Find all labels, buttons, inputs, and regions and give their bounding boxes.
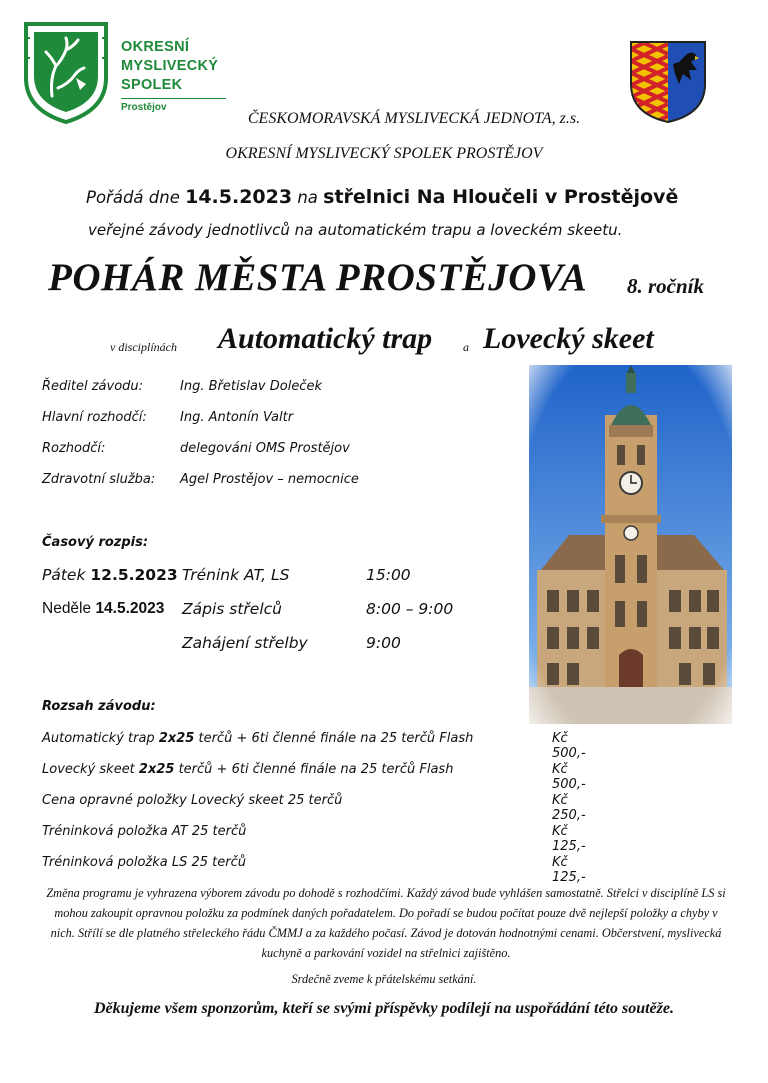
staff-role: Hlavní rozhodčí: [42,410,147,425]
schedule-event: Trénink AT, LS [182,566,290,584]
staff-role: Rozhodčí: [42,441,106,456]
staff-role: Ředitel závodu: [42,379,144,394]
disciplines-conjunction: a [463,340,469,354]
discipline-trap: Automatický trap [218,322,433,355]
staff-name: Agel Prostějov – nemocnice [180,472,359,487]
organization-branch: OKRESNÍ MYSLIVECKÝ SPOLEK PROSTĚJOV [225,145,543,162]
range-item [42,731,602,761]
intro-line [86,186,678,208]
logo-line-2: MYSLIVECKÝ [121,58,219,74]
range-item-price: Kč 250,- [552,793,586,823]
intro-description: veřejné závody jednotlivců na automatickém trapu a loveckém skeetu. [88,221,623,239]
range-item-price: Kč 125,- [552,855,586,885]
intro-mid: na [292,188,324,207]
staff-row [42,410,293,425]
range-item-count: 2x25 [138,762,175,777]
staff-name: Ing. Antonín Valtr [180,410,294,425]
range-item-text-2: terčů + 6ti členné finále na 25 terčů Flash [194,731,474,746]
organization-name: ČESKOMORAVSKÁ MYSLIVECKÁ JEDNOTA, z.s. [247,110,581,127]
schedule-heading: Časový rozpis: [42,535,149,550]
invitation: Srdečně zveme k přátelskému setkání. [291,972,477,986]
logo-city: Prostějov [121,102,167,113]
range-item-text: Lovecký skeet [42,762,139,777]
logo-wordmark [121,38,218,95]
prostejov-town-hall-photo [529,365,732,724]
intro-pre: Pořádá dne [86,188,186,207]
schedule-event: Zahájení střelby [182,634,308,652]
schedule-date: 14.5.2023 [95,600,165,617]
logo-divider [121,98,226,99]
schedule-time: 9:00 [366,634,401,652]
discipline-skeet: Lovecký skeet [483,322,654,355]
schedule-time: 15:00 [366,566,411,584]
schedule-event: Zápis střelců [182,600,282,618]
range-item [42,855,602,885]
range-item [42,824,602,854]
range-item-text: Automatický trap [42,731,159,746]
range-item-text-2: terčů + 6ti členné finále na 25 terčů Flash [174,762,454,777]
event-venue: střelnici Na Hloučeli v Prostějově [323,186,679,208]
schedule-time: 8:00 – 9:00 [366,600,454,618]
schedule-day-name: Pátek [42,566,91,584]
schedule-date: 12.5.2023 [90,566,178,584]
range-item-price: Kč 500,- [552,731,586,761]
range-item-text: Cena opravné položky Lovecký skeet 25 terčů [42,793,343,808]
staff-row [42,441,350,456]
logo-line-3: SPOLEK [121,77,183,93]
schedule-day [42,566,178,584]
range-heading: Rozsah závodu: [42,699,156,714]
schedule-day [42,600,164,618]
sponsor-thanks: Děkujeme všem sponzorům, kteří se svými příspěvky podílejí na uspořádání této soutěže. [94,1000,674,1017]
rules-note: Změna programu je vyhrazena výborem závodu po dohodě s rozhodčími. Každý závod bude vyhlášen samostatně. Střelci v disciplíně LS si mohou zakoupit opravnou položku za podmínek daných pořadatelem. Do pořadí se budou počítat pouze dvě nejlepší položky a chyby v nich. Střílí se dle platného střeleckého řádu ČMMJ a za každého počasí. Závod je dotován hodnotnými cenami. Občerstvení, myslivecká kuchyně a parkování vozidel na střelnici zajištěno. [46,886,726,960]
range-item-price: Kč 125,- [552,824,586,854]
staff-name: Ing. Břetislav Doleček [180,379,322,394]
staff-row [42,472,359,487]
disciplines-prefix: v disciplínách [110,340,177,354]
staff-row [42,379,322,394]
range-item [42,793,602,823]
staff-role: Zdravotní služba: [42,472,156,487]
range-item-price: Kč 500,- [552,762,586,792]
logo-line-1: OKRESNÍ [121,39,190,55]
range-item-text: Tréninková položka AT 25 terčů [42,824,247,839]
staff-name: delegováni OMS Prostějov [180,441,350,456]
event-edition: 8. ročník [627,274,705,298]
schedule-day-name: Neděle [42,600,96,617]
event-date: 14.5.2023 [185,186,293,208]
range-item-text: Tréninková položka LS 25 terčů [42,855,246,870]
range-item [42,762,602,792]
event-title: POHÁR MĚSTA PROSTĚJOVA [48,256,588,299]
range-item-count: 2x25 [158,731,195,746]
